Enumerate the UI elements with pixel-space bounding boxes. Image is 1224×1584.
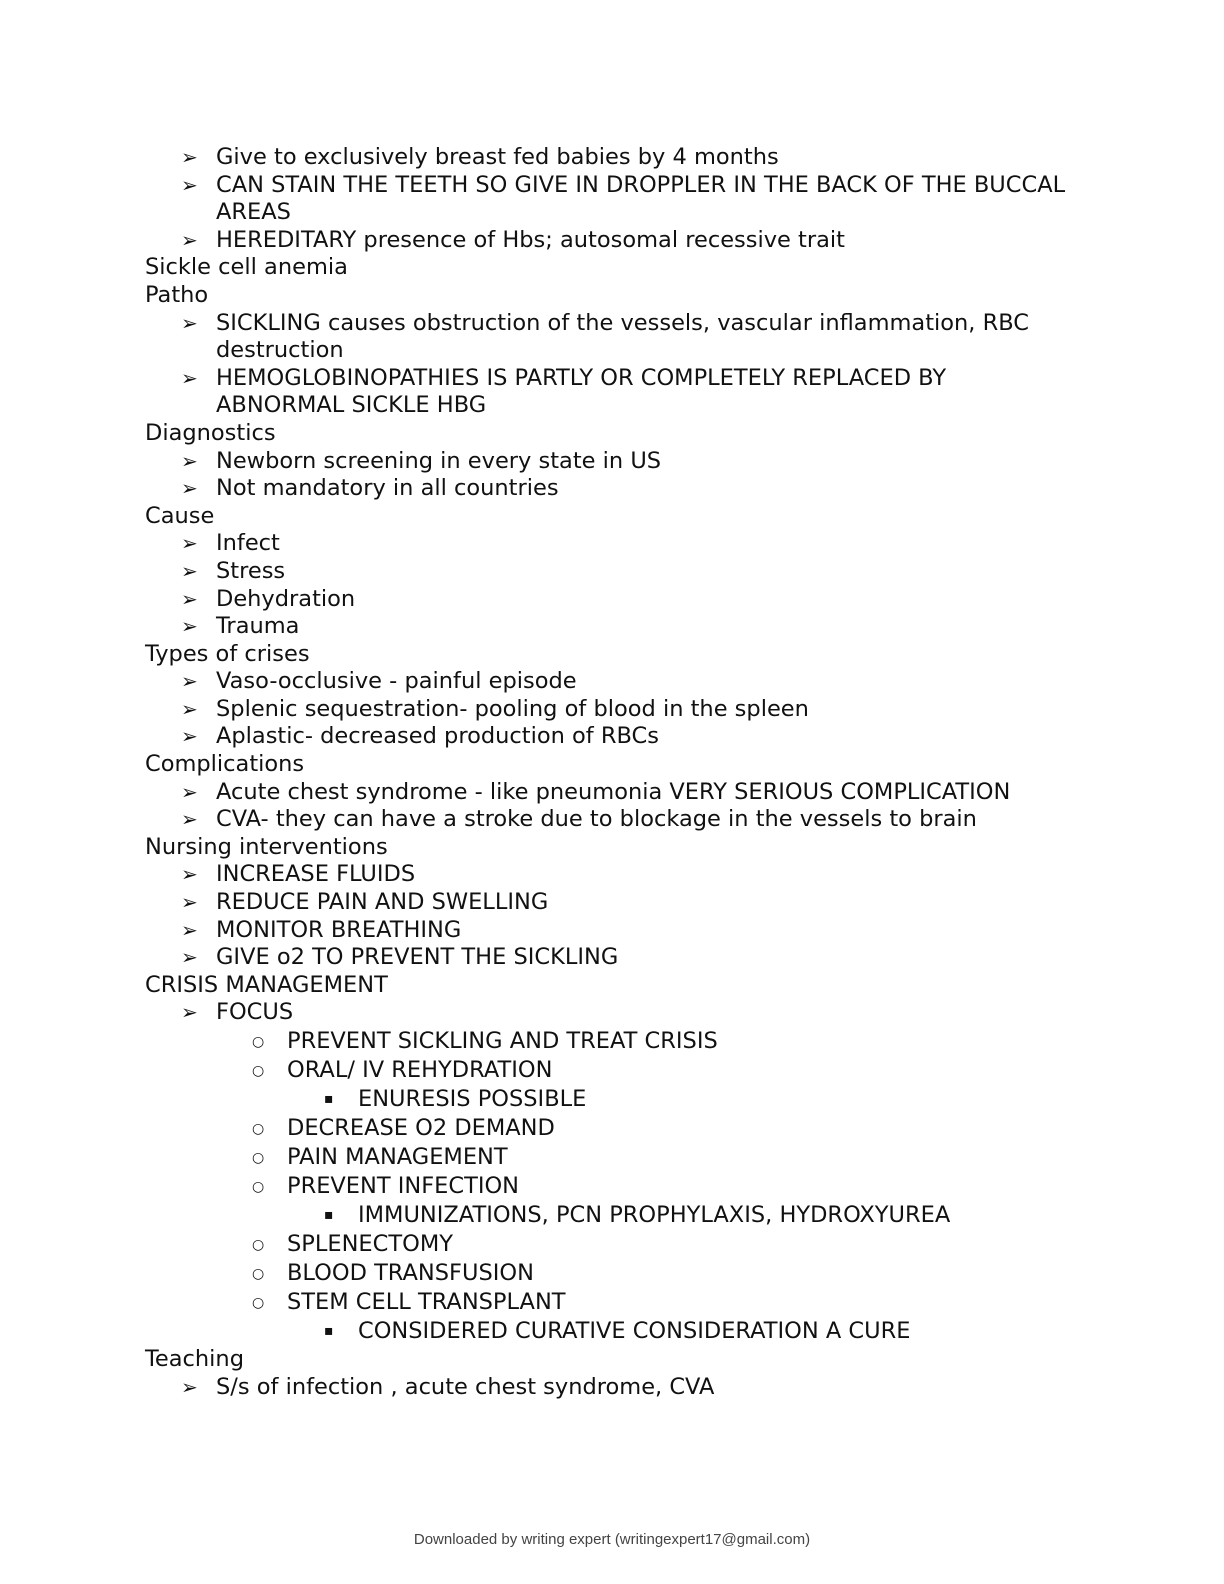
list-item-text: Vaso-occlusive - painful episode [216,668,577,695]
sub-list-item [145,1230,1145,1259]
arrow-bullet-icon: ➢ [181,476,198,501]
list-item [145,613,1145,641]
list-item-text: INCREASE FLUIDS [216,861,416,888]
list-item-text: HEMOGLOBINOPATHIES IS PARTLY OR COMPLETELY REPLACED BY ABNORMAL SICKLE HBG [216,364,947,419]
arrow-bullet-icon: ➢ [181,558,198,583]
sub-list-item-text: ORAL/ IV REHYDRATION [287,1057,553,1083]
list-item-text: S/s of infection , acute chest syndrome, CVA [216,1373,715,1400]
arrow-bullet-icon: ➢ [181,227,198,252]
list-item [145,558,1145,586]
list-item [145,475,1145,503]
sub-list-item [145,1114,1145,1143]
list-item-text: Dehydration [216,585,356,612]
circle-bullet-icon: ○ [252,1063,265,1079]
list-item [145,944,1145,972]
list-item [145,365,1076,420]
list-item-text: Trauma [216,613,300,640]
list-item [145,889,1145,917]
square-bullet-icon: ▪ [324,1091,334,1107]
document-body [145,144,1145,1401]
list-item-text: Aplastic- decreased production of RBCs [216,723,659,750]
arrow-bullet-icon: ➢ [181,696,198,721]
section-heading: Complications [145,751,305,778]
sub-sub-list-item-text: ENURESIS POSSIBLE [358,1086,587,1112]
arrow-bullet-icon: ➢ [181,586,198,611]
list-item-text: Stress [216,557,286,584]
arrow-bullet-icon: ➢ [181,945,198,970]
list-item [145,861,1145,889]
sub-list-item-text: PREVENT SICKLING AND TREAT CRISIS [287,1028,718,1054]
list-item-text: Newborn screening in every state in US [216,447,662,474]
list-item-text: GIVE o2 TO PREVENT THE SICKLING [216,944,619,971]
arrow-bullet-icon: ➢ [181,807,198,832]
list-item-text: Infect [216,530,280,557]
square-bullet-icon: ▪ [324,1207,334,1223]
sub-list-item-text: STEM CELL TRANSPLANT [287,1289,566,1315]
list-item [145,1374,1145,1402]
section-heading: Types of crises [145,640,310,667]
arrow-bullet-icon: ➢ [181,1374,198,1399]
sub-list-item-text: PAIN MANAGEMENT [287,1144,508,1170]
list-item-text: REDUCE PAIN AND SWELLING [216,889,549,916]
arrow-bullet-icon: ➢ [181,862,198,887]
list-item-text: FOCUS [216,999,294,1026]
section-heading: Cause [145,502,215,529]
list-item [145,310,1076,365]
download-footer: Downloaded by writing expert (writingexpert17@gmail.com) [413,1531,811,1548]
list-item-text: CAN STAIN THE TEETH SO GIVE IN DROPPLER IN THE BACK OF THE BUCCAL AREAS [216,171,1066,226]
list-item-text: CVA- they can have a stroke due to blockage in the vessels to brain [216,806,977,833]
list-item-text: MONITOR BREATHING [216,916,462,943]
sub-sub-list-item-text: CONSIDERED CURATIVE CONSIDERATION A CURE [358,1318,911,1344]
sub-list-item [145,1288,1145,1317]
list-item [145,779,1145,807]
list-item [145,806,1145,834]
sub-list-item-text: PREVENT INFECTION [287,1173,520,1199]
section-heading: Patho [145,281,209,308]
sub-list-item-text: DECREASE O2 DEMAND [287,1115,555,1141]
arrow-bullet-icon: ➢ [181,614,198,639]
circle-bullet-icon: ○ [252,1121,265,1137]
circle-bullet-icon: ○ [252,1179,265,1195]
sub-list-item [145,1056,1145,1085]
list-item-text: Give to exclusively breast fed babies by 4 months [216,144,779,170]
sub-sub-list-item-text: IMMUNIZATIONS, PCN PROPHYLAXIS, HYDROXYUREA [358,1202,951,1228]
arrow-bullet-icon: ➢ [181,448,198,473]
circle-bullet-icon: ○ [252,1295,265,1311]
circle-bullet-icon: ○ [252,1150,265,1166]
list-item-text: HEREDITARY presence of Hbs; autosomal recessive trait [216,226,845,253]
list-item [145,530,1145,558]
section-heading: Teaching [145,1346,244,1372]
sub-sub-list-item [145,1085,1145,1114]
list-item [145,696,1145,724]
sub-list-item [145,1259,1145,1288]
arrow-bullet-icon: ➢ [181,1000,198,1025]
section-heading: Diagnostics [145,419,276,446]
arrow-bullet-icon: ➢ [181,172,198,197]
sub-sub-list-item [145,1317,1145,1346]
arrow-bullet-icon: ➢ [181,531,198,556]
list-item [145,172,1076,227]
sub-sub-list-item [145,1201,1145,1230]
list-item-text: SICKLING causes obstruction of the vessels, vascular inflammation, RBC destruction [216,309,1029,364]
sub-list-item [145,1172,1145,1201]
list-item [145,668,1145,696]
square-bullet-icon: ▪ [324,1323,334,1339]
circle-bullet-icon: ○ [252,1034,265,1050]
list-item [145,448,1145,476]
section-heading: Nursing interventions [145,833,388,860]
arrow-bullet-icon: ➢ [181,310,198,335]
circle-bullet-icon: ○ [252,1237,265,1253]
sub-list-item-text: SPLENECTOMY [287,1231,453,1257]
list-item [145,227,1145,255]
section-heading: Sickle cell anemia [145,254,348,281]
arrow-bullet-icon: ➢ [181,145,198,169]
arrow-bullet-icon: ➢ [181,365,198,390]
sub-list-item [145,1143,1145,1172]
list-item [145,723,1145,751]
sub-list-item-text: BLOOD TRANSFUSION [287,1260,534,1286]
arrow-bullet-icon: ➢ [181,779,198,804]
list-item-text: Not mandatory in all countries [216,475,559,502]
list-item [145,586,1145,614]
list-item [145,144,1145,172]
list-item [145,999,1145,1027]
arrow-bullet-icon: ➢ [181,669,198,694]
arrow-bullet-icon: ➢ [181,917,198,942]
circle-bullet-icon: ○ [252,1266,265,1282]
arrow-bullet-icon: ➢ [181,890,198,915]
sub-list-item [145,1027,1145,1056]
list-item-text: Acute chest syndrome - like pneumonia VERY SERIOUS COMPLICATION [216,778,1011,805]
section-heading: CRISIS MANAGEMENT [145,971,388,998]
list-item-text: Splenic sequestration- pooling of blood in the spleen [216,695,809,722]
list-item [145,917,1145,945]
arrow-bullet-icon: ➢ [181,724,198,749]
